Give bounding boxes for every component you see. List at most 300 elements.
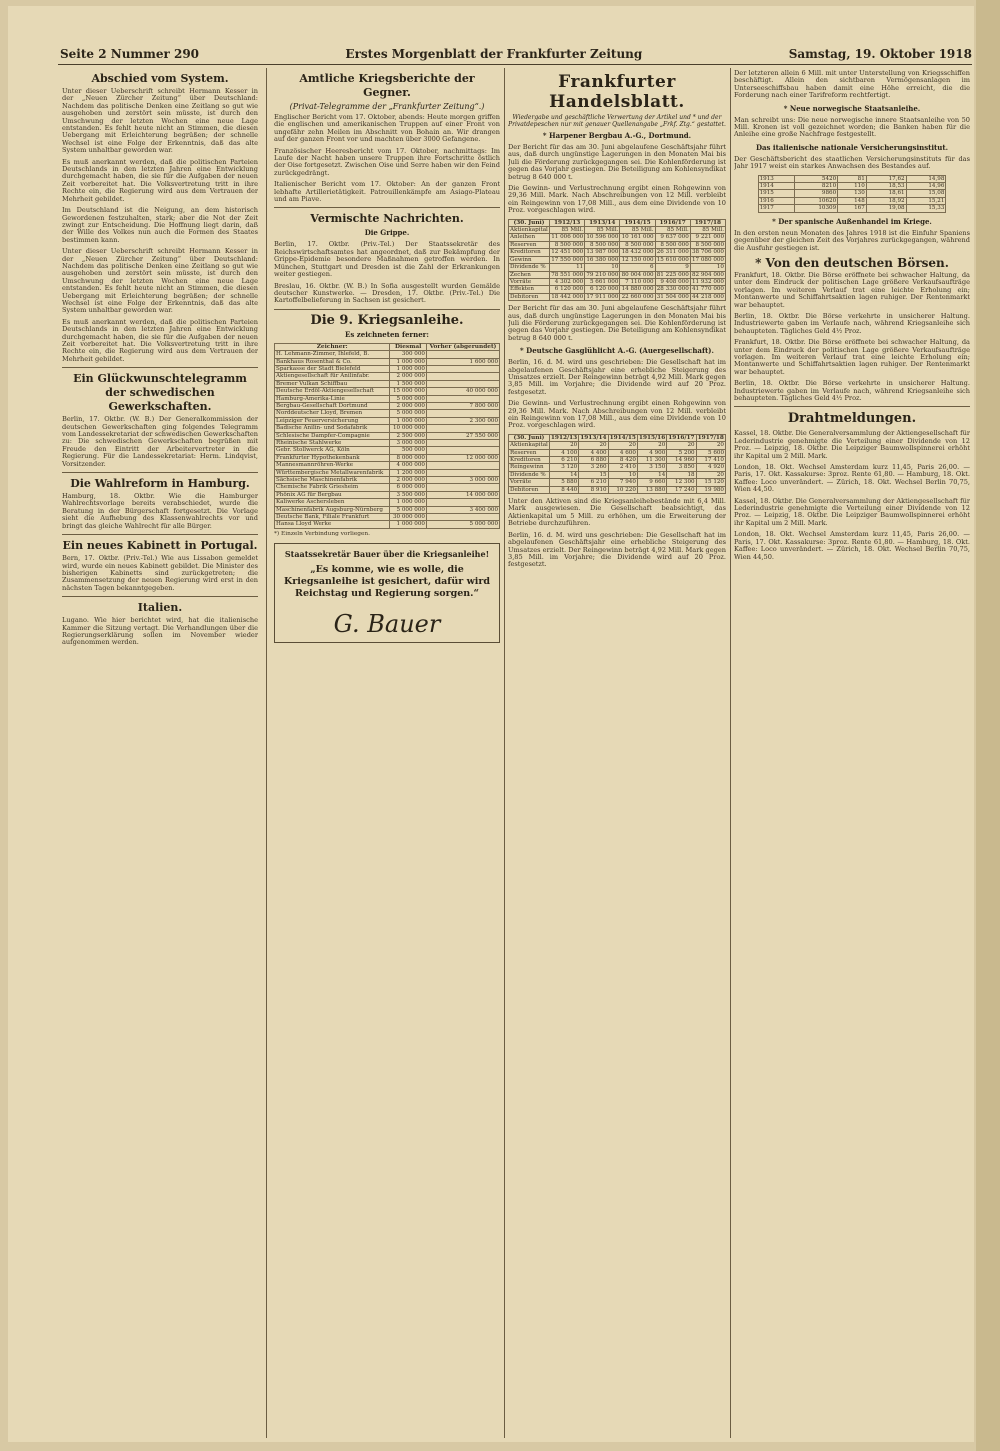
table-row <box>275 440 500 447</box>
balance-table-harpener <box>508 219 726 301</box>
table-cell <box>426 462 499 469</box>
table-cell: 3 400 000 <box>426 506 499 513</box>
table-cell: 26 311 000 <box>656 249 689 256</box>
table-cell: 4 900 <box>637 449 666 456</box>
table-cell: Deutsche Erdöl-Aktiengesellschaft <box>275 388 390 395</box>
table-cell: 7 800 000 <box>426 402 499 409</box>
table-cell: 30 000 000 <box>390 514 427 521</box>
table-cell: 27 550 000 <box>426 432 499 439</box>
table-cell: 1 000 000 <box>390 499 427 506</box>
table-row <box>275 395 500 402</box>
table-cell: 1 600 000 <box>426 358 499 365</box>
table-cell: 4 920 <box>696 464 725 471</box>
table-cell: 5 661 000 <box>585 278 620 285</box>
table-cell: 11 300 <box>637 457 666 464</box>
table-cell: 6 <box>620 264 655 271</box>
table-row <box>275 514 500 521</box>
table-cell: 85 Mill. <box>585 227 620 234</box>
table-cell: 8 500 000 <box>550 241 585 248</box>
table-cell: 18 432 000 <box>621 249 654 256</box>
table-cell <box>426 410 499 417</box>
table-row <box>509 278 726 285</box>
table-row <box>275 506 500 513</box>
column-header: 1917/18 <box>697 434 724 441</box>
table-cell: 41 770 000 <box>691 286 724 293</box>
article-text: Breslau, 16. Oktbr. (W. B.) In Sofia ausgestellt wurden Gemälde deutscher Kunstwerke. — Dresden, 17. Oktbr. (Priv.-Tel.) Die Kartoffelbelieferung in Sachsen ist gesichert. <box>274 281 500 305</box>
table-cell: 44 218 000 <box>691 293 724 300</box>
table-cell: 15 610 000 <box>656 256 689 263</box>
table-cell: 5 600 <box>696 449 725 456</box>
table-cell: 14 <box>637 471 666 478</box>
table-row <box>275 454 500 461</box>
article-text: Unter dieser Ueberschrift schreibt Hermann Kesser in der „Neuen Zürcher Zeitung“ über Deutschland: Nachdem das politische Denken eine Zeitlang so gut wie ausgehoben und zerstört sein müsste, ist durch den Umschwung der letzten Wochen eine neue Lage entstanden. Es fehlt heute nicht an Stimmen, die diesen Uebergang mit Erleichterung begrüßen; der schnelle Wechsel ist eine Folge der Erkenntnis, daß das alte System unhaltbar geworden war. <box>62 87 258 155</box>
table-cell: 80 004 000 <box>621 271 654 278</box>
table-cell: 10 <box>585 264 620 271</box>
table-cell: 20 <box>696 471 725 478</box>
table-cell: 14,96 <box>906 183 946 190</box>
table-cell: 9 637 000 <box>655 234 690 241</box>
table-cell: 7 110 000 <box>620 278 655 285</box>
table-row <box>509 234 726 241</box>
table-cell: 9 660 <box>637 479 666 486</box>
column-4 <box>734 70 970 1440</box>
column-header: 1915/16 <box>638 434 666 441</box>
table-cell: 10 000 000 <box>390 425 427 432</box>
column-header: (30. Juni) <box>509 434 550 441</box>
article-text: Der Bericht für das am 30. Juni abgelaufene Geschäftsjahr führt aus, daß durch ungünstige Lagerungen in den Monaten Mai bis Juli die Förderung zurückgegangen sei. Die Kohlenförderung ist gegen das Vorjahr gestiegen. Die Beteiligung am Kohlensyndikat betrug 8 640 000 t. <box>508 304 726 342</box>
article-text: Die Gewinn- und Verlustrechnung ergibt einen Rohgewinn von 29,36 Mill. Mark. Nach Abschreibungen von 12 Mill. verbleibt ein Reingewinn von 17,08 Mill., aus dem eine Dividende von 10 Proz. vorgeschlagen wird. <box>508 399 726 430</box>
table-cell: 6 120 000 <box>550 286 585 293</box>
table-cell: 13 880 <box>637 486 666 493</box>
article-text: Im Deutschland ist die Neigung, an dem historisch Gewordenen festzuhalten, stark; aber die Not der Zeit zwingt zur Entscheidung. Die Hoffnung liegt darin, daß der Wille des Volkes nun auch die Formen des Staates bestimmen kann. <box>62 206 258 244</box>
table-cell: Debitoren <box>509 293 550 300</box>
table-cell <box>426 380 499 387</box>
table-cell: Badische Anilin- und Sodafabrik <box>275 425 390 432</box>
table-row <box>275 417 500 424</box>
table-cell: 20 <box>608 442 637 449</box>
table-cell: 15 120 <box>696 479 725 486</box>
quote-heading: Staatssekretär Bauer über die Kriegsanleihe! <box>284 549 490 560</box>
table-cell: 85 Mill. <box>550 227 585 234</box>
table-cell: H. Lehmann-Zimmer, Ihlefeld, B. <box>275 351 390 358</box>
table-cell: 22 660 000 <box>621 293 654 300</box>
table-cell: 5 000 000 <box>390 506 427 513</box>
table-cell: Mannesmannröhren-Werke <box>275 462 390 469</box>
table-cell <box>426 484 499 491</box>
table-cell: Bankhaus Rosenthal & Co. <box>275 358 390 365</box>
table-cell: 1 000 000 <box>390 417 427 424</box>
table-cell <box>426 514 499 521</box>
table-cell: 3 150 <box>637 464 666 471</box>
table-cell: 3 500 000 <box>390 491 427 498</box>
table-cell: 9 408 000 <box>655 278 690 285</box>
table-cell: Chemische Fabrik Griesheim <box>275 484 390 491</box>
separator <box>62 596 258 597</box>
article-text: Frankfurt, 18. Oktbr. Die Börse eröffnete bei schwacher Haltung, da unter dem Eindruck der politischen Lage größere Verkaufsaufträge vorlagen. Im weiteren Verlauf trat eine leichte Erholung ein; Montanwerte und Schiffahrtsaktien lagen ruhiger. Der Rentenmarkt war behauptet. <box>734 270 970 309</box>
table-row <box>275 521 500 528</box>
table-cell: 6 210 <box>579 479 608 486</box>
table-row <box>509 264 726 271</box>
table-cell: 4 000 000 <box>390 462 427 469</box>
table-cell: 19 980 <box>696 486 725 493</box>
table-cell: Effekten <box>509 286 550 293</box>
table-row <box>509 442 726 449</box>
table-cell: 8 440 <box>549 486 578 493</box>
table-row <box>275 380 500 387</box>
table-row <box>275 447 500 454</box>
table-row <box>758 183 946 190</box>
table-cell: 17 550 000 <box>551 256 584 263</box>
table-cell: 8210 <box>794 183 838 190</box>
table-cell: 6 210 <box>549 457 578 464</box>
table-cell: 110 <box>838 183 867 190</box>
column-header: 1914/15 <box>609 434 636 441</box>
table-row <box>275 462 500 469</box>
article-text: Unter den Aktiven sind die Kriegsanleihebestände mit 6,4 Mill. Mark ausgewiesen. Die Gesellschaft beabsichtigt, das Aktienkapital um 5 Mill. zu erhöhen, um die Erweiterung der Betriebe durchzuführen. <box>508 497 726 528</box>
separator <box>734 406 970 407</box>
table-row <box>275 410 500 417</box>
table-cell: 500 000 <box>390 447 427 454</box>
separator <box>274 309 500 310</box>
table-row <box>275 388 500 395</box>
table-cell: 11 006 000 <box>551 234 584 241</box>
table-row <box>275 402 500 409</box>
table-cell: 3 850 <box>667 464 696 471</box>
table-cell: 12 000 000 <box>426 454 499 461</box>
table-cell: 85 Mill. <box>620 227 655 234</box>
table-cell: 8 500 000 <box>690 241 725 248</box>
table-row <box>275 425 500 432</box>
article-title: Italien. <box>137 601 183 615</box>
table-cell: Phönix AG für Bergbau <box>275 491 390 498</box>
table-cell: Kreditoren <box>509 457 550 464</box>
table-cell: 3 000 000 <box>390 440 427 447</box>
table-cell: 15,08 <box>906 190 946 197</box>
table-cell: Aktienkapital <box>510 442 548 449</box>
table-cell: 18,61 <box>866 190 906 197</box>
table-cell: 1 500 000 <box>390 380 427 387</box>
masthead <box>60 44 972 64</box>
article-text: Berlin, 18. Oktbr. Die Börse verkehrte in unsicherer Haltung. Industriewerte gaben im Verlaufe nach, während Kriegsanleihe sich behaupteten. Tägliches Geld 4½ Proz. <box>734 311 970 335</box>
table-cell: Leipziger Feuerversicherung <box>275 417 390 424</box>
table-cell: 38 706 000 <box>691 249 724 256</box>
table-cell: 14 <box>549 471 578 478</box>
table-cell: 20 <box>549 442 578 449</box>
table-row <box>509 256 726 263</box>
table-row <box>509 249 726 256</box>
table-cell: 79 210 000 <box>586 271 619 278</box>
table-cell: 10 <box>608 471 637 478</box>
column-header: 1914/15 <box>620 219 655 226</box>
table-cell: 5 000 000 <box>390 395 427 402</box>
table-row <box>509 449 726 456</box>
table-cell: Württembergische Metallwarenfabrik <box>275 469 390 476</box>
column-header: 1913/14 <box>580 434 607 441</box>
table-cell: 10 <box>690 264 725 271</box>
table-cell: Hamburg-Amerika-Linie <box>275 395 390 402</box>
table-cell: 5 000 000 <box>426 521 499 528</box>
table-row <box>275 351 500 358</box>
table-row <box>758 190 946 197</box>
table-cell: 8 500 000 <box>655 241 690 248</box>
table-cell: Sächsische Maschinenfabrik <box>275 477 390 484</box>
table-cell <box>426 425 499 432</box>
table-cell <box>426 365 499 372</box>
table-cell: 6 880 <box>579 457 608 464</box>
quote-box <box>274 543 500 643</box>
table-cell: Aktiengesellschaft für Anilinfabr. <box>275 373 390 380</box>
table-cell: Bremer Vulkan Schiffbau <box>275 380 390 387</box>
table-cell: 15 000 000 <box>390 388 427 395</box>
item-heading: * Harpener Bergbau A.-G., Dortmund. <box>542 131 692 140</box>
table-cell: Reserven <box>509 241 550 248</box>
table-row <box>509 241 726 248</box>
table-cell: 10620 <box>794 197 838 204</box>
table-cell: 17 410 <box>696 457 725 464</box>
table-cell: 20 <box>667 442 696 449</box>
table-row <box>509 464 726 471</box>
table-row <box>758 205 946 212</box>
column-header: Zeichner: <box>275 343 390 350</box>
item-heading: Das italienische nationale Versicherungsinstitut. <box>755 142 949 152</box>
section-title: Frankfurter Handelsblatt. <box>549 72 685 112</box>
table-cell: 14,98 <box>906 175 946 182</box>
table-cell: Zechen <box>509 271 550 278</box>
article-title: Die 9. Kriegsanleihe. <box>310 312 464 328</box>
table-row <box>275 484 500 491</box>
table-cell <box>426 373 499 380</box>
table-cell: 31 504 000 <box>656 293 689 300</box>
table-cell: 12 451 000 <box>551 249 584 256</box>
signature: G. Bauer <box>333 610 441 639</box>
column-divider <box>504 68 505 1438</box>
table-cell: 9 221 000 <box>690 234 725 241</box>
table-cell: 40 000 000 <box>426 388 499 395</box>
table-cell: 8 910 <box>579 486 608 493</box>
table-row <box>275 432 500 439</box>
table-row <box>275 499 500 506</box>
table-cell: 5 880 <box>549 479 578 486</box>
table-cell: 2 410 <box>608 464 637 471</box>
table-cell: 15,33 <box>906 205 946 212</box>
column-2 <box>274 70 500 1410</box>
table-cell: Maschinenfabrik Augsburg-Nürnberg <box>275 506 390 513</box>
article-text: Kassel, 18. Oktbr. Die Generalversammlung der Aktiengesellschaft für Lederindustrie genehmigte die Verteilung einer Dividende von 12 Proz. — Leipzig, 18. Oktbr. Die Leipziger Baumwollspinnerei erhöht ihr Kapital um 2 Mill. Mark. <box>734 429 970 460</box>
table-cell: 12 150 000 <box>621 256 654 263</box>
table-cell <box>426 447 499 454</box>
table-cell: Vorräte <box>509 479 550 486</box>
table-row <box>758 197 946 204</box>
table-cell: 8 420 <box>608 457 637 464</box>
table-cell: 3 120 <box>549 464 578 471</box>
table-cell: 20 <box>637 442 666 449</box>
table-cell: 18,53 <box>866 183 906 190</box>
article-subtitle: Es zeichneten ferner: <box>345 329 429 339</box>
column-header: 1913/14 <box>585 219 620 226</box>
table-cell: 82 904 000 <box>691 271 724 278</box>
table-cell: Sparkasse der Stadt Bielefeld <box>275 365 390 372</box>
column-divider <box>730 68 731 1438</box>
section-title: Drahtmeldungen. <box>787 411 917 427</box>
table-cell: 18,92 <box>866 197 906 204</box>
article-title: Abschied vom System. <box>91 72 229 85</box>
issue-date: Samstag, 19. Oktober 1918 <box>788 47 972 61</box>
article-text: Berlin, 17. Oktbr. (W. B.) Der Generalkommission der deutschen Gewerkschaften ging folgendes Telegramm vom Landessekretariat der schwedischen Gewerkschaften zu: Die schwedischen Gewerkschaften begrüßen mit Freude den Eintritt der Arbeitervertreter in die Regierung. Für die Landessekretariat: Herm. Lindqvist, Vorsitzender. <box>62 415 258 468</box>
table-cell: 81 225 000 <box>656 271 689 278</box>
table-row <box>509 286 726 293</box>
table-cell: Hansa Lloyd Werke <box>275 521 390 528</box>
table-cell: 15 <box>579 471 608 478</box>
table-cell: 17 080 000 <box>691 256 724 263</box>
article-text: Die Gewinn- und Verlustrechnung ergibt einen Rohgewinn von 29,36 Mill. Mark. Nach Abschreibungen von 12 Mill. verbleibt ein Reingewinn von 17,08 Mill., aus dem eine Dividende von 10 Proz. vorgeschlagen wird. <box>508 184 726 215</box>
table-cell: Dividende % <box>509 264 550 271</box>
article-text: Italienischer Bericht vom 17. Oktober: An der ganzen Front lebhafte Artillerietätigkeit. Patrouillenkämpfe am Asiago-Plateau und am Piave. <box>274 180 500 204</box>
article-text: Der Geschäftsbericht des staatlichen Versicherungsinstituts für das Jahr 1917 weist ein starkes Anwachsen des Bestandes auf. <box>734 154 970 171</box>
table-cell: 4 100 <box>549 449 578 456</box>
table-cell: 1 000 000 <box>390 521 427 528</box>
table-cell: 3 260 <box>579 464 608 471</box>
table-cell: Norddeutscher Lloyd, Bremen <box>275 410 390 417</box>
table-cell: 17 240 <box>667 486 696 493</box>
article-text: Bern, 17. Oktbr. (Priv.-Tel.) Wie aus Lissabon gemeldet wird, wurde ein neues Kabinett gebildet. Die Minister des bisherigen Kabinetts sind zurückgetreten; die Zusammensetzung der neuen Regierung wird erst in den nächsten Tagen bekanntgegeben. <box>62 554 258 592</box>
table-cell: 28 330 000 <box>656 286 689 293</box>
table-row <box>509 457 726 464</box>
table-row <box>509 471 726 478</box>
table-cell: 4 400 <box>579 449 608 456</box>
item-heading: * Neue norwegische Staatsanleihe. <box>783 103 921 113</box>
table-cell: 20 <box>579 442 608 449</box>
article-text: Unter dieser Ueberschrift schreibt Hermann Kesser in der „Neuen Zürcher Zeitung“ über Deutschland: Nachdem das politische Denken eine Zeitlang so gut wie ausgehoben und zerstört sein müsste, ist durch den Umschwung der letzten Wochen eine neue Lage entstanden. Es fehlt heute nicht an Stimmen, die diesen Uebergang mit Erleichterung begrüßen; der schnelle Wechsel ist eine Folge der Erkenntnis, daß das alte System unhaltbar geworden war. <box>62 247 258 315</box>
article-text: Der letzteren allein 6 Mill. mit unter Unterstellung von Kriegsschiffen beschäftigt. Allein den sichtbaren Vermögensanlagen im Unterseeschiffsbau haben damit eine Höhe erreicht, die die Forderung nach einer Tarifreform rechtfertigt. <box>734 70 970 100</box>
table-cell: 12 300 <box>667 479 696 486</box>
table-cell: 81 <box>838 175 867 182</box>
table-cell: 10309 <box>794 205 838 212</box>
table-cell: 20 <box>696 442 725 449</box>
table-cell: 14 000 000 <box>426 491 499 498</box>
article-text: Frankfurt, 18. Oktbr. Die Börse eröffnete bei schwacher Haltung, da unter dem Eindruck der politischen Lage größere Verkaufsaufträge vorlagen. Im weiteren Verlauf trat eine leichte Erholung ein; Montanwerte und Schiffahrtsaktien lagen ruhiger. Der Rentenmarkt war behauptet. <box>734 338 970 376</box>
separator <box>62 534 258 535</box>
table-cell: 18 <box>667 471 696 478</box>
article-text: London, 18. Okt. Wechsel Amsterdam kurz 11,45, Paris 26,00. — Paris, 17. Okt. Kassakurse: 3proz. Rente 61,80. — Hamburg, 18. Okt. Kaffee: Loco unverändert. — Zürich, 18. Okt. Wechsel Berlin 70,75, Wien 44,50. <box>734 463 970 494</box>
table-row <box>509 227 726 234</box>
table-cell: 17,62 <box>866 175 906 182</box>
table-cell: 1 000 000 <box>390 358 427 365</box>
table-cell: Gebr. Stollwerck AG, Köln <box>275 447 390 454</box>
table-cell: 130 <box>838 190 867 197</box>
table-row <box>758 175 946 182</box>
article-text: Kassel, 18. Oktbr. Die Generalversammlung der Aktiengesellschaft für Lederindustrie genehmigte die Verteilung einer Dividende von 12 Proz. — Leipzig, 18. Oktbr. Die Leipziger Baumwollspinnerei erhöht ihr Kapital um 2 Mill. Mark. <box>734 496 970 527</box>
insurance-table <box>758 175 947 213</box>
table-cell: 78 551 000 <box>551 271 584 278</box>
table-cell: 8 000 000 <box>390 454 427 461</box>
table-row <box>509 486 726 493</box>
table-cell: Kreditoren <box>509 249 550 256</box>
table-cell: Aktienkapital <box>510 227 548 234</box>
column-header: 1912/13 <box>550 434 578 441</box>
column-1 <box>62 70 258 1450</box>
column-header: 1916/17 <box>668 434 695 441</box>
article-text: Berlin, 18. Oktbr. Die Börse verkehrte in unsicherer Haltung. Industriewerte gaben im Verlaufe nach, während Kriegsanleihe sich behaupteten. Tägliches Geld 4½ Proz. <box>734 379 970 402</box>
page-edge <box>976 0 1000 1451</box>
table-cell: 1917 <box>758 205 794 212</box>
column-3 <box>508 70 726 1440</box>
table-cell: Gewinn <box>509 256 550 263</box>
table-cell: Reingewinn <box>509 464 550 471</box>
table-cell: 167 <box>838 205 867 212</box>
table-cell: 7 940 <box>608 479 637 486</box>
table-cell: 11 <box>550 264 585 271</box>
table-cell <box>426 395 499 402</box>
table-row <box>275 358 500 365</box>
table-cell: 10 596 000 <box>586 234 619 241</box>
article-subtitle: Die Grippe. <box>364 228 410 238</box>
table-cell: 2 000 000 <box>390 477 427 484</box>
table-cell: 4 600 <box>608 449 637 456</box>
table-cell: 1915 <box>758 190 794 197</box>
section-title: * Von den deutschen Börsen. <box>755 255 949 270</box>
separator <box>274 207 500 208</box>
table-cell: 9860 <box>794 190 838 197</box>
table-cell: 5 200 <box>667 449 696 456</box>
table-cell: 6 000 000 <box>390 484 427 491</box>
table-cell: 85 Mill. <box>655 227 690 234</box>
page-number: Seite 2 Nummer 290 <box>60 47 200 61</box>
column-header: (30. Juni) <box>509 219 550 226</box>
article-text: Lugano. Wie hier berichtet wird, hat die italienische Kammer die Sitzung vertagt. Die Verhandlungen über die Regierungserklärung sollen im November wieder aufgenommen werden. <box>62 616 258 647</box>
table-cell: 3 000 000 <box>426 477 499 484</box>
article-title: Ein Glückwunschtelegramm der schwedischen Gewerkschaften. <box>73 372 247 414</box>
article-text: In den ersten neun Monaten des Jahres 1918 ist die Einfuhr Spaniens gegenüber der gleichen Zeit des Vorjahres zurückgegangen, während die Ausfuhr gestiegen ist. <box>734 228 970 252</box>
separator <box>62 367 258 368</box>
article-title: Amtliche Kriegsberichte der Gegner. <box>299 72 475 99</box>
table-cell: 9 <box>655 264 690 271</box>
table-cell: Vorräte <box>509 278 550 285</box>
table-cell: Kaliwerke Aschersleben <box>275 499 390 506</box>
table-cell: 17 911 000 <box>586 293 619 300</box>
article-title: Ein neues Kabinett in Portugal. <box>62 539 258 553</box>
article-text: Es muß anerkannt werden, daß die politischen Parteien Deutschlands in den letzten Jahren eine Entwicklung durchgemacht haben, die sie für die Aufgaben der neuen Zeit vorbereitet hat. Die Volksvertretung tritt in ihre Rechte ein, die Regierung wird aus dem Vertrauen der Mehrheit gebildet. <box>62 157 258 203</box>
table-cell: Rheinische Stahlwerke <box>275 440 390 447</box>
table-cell: 1914 <box>758 183 794 190</box>
article-text: Man schreibt uns: Die neue norwegische innere Staatsanleihe von 50 Mill. Kronen ist voll gezeichnet worden; die Banken haben für die Anleihe eine große Nachfrage festgestellt. <box>734 115 970 139</box>
masthead-rule <box>58 64 972 65</box>
table-row <box>509 479 726 486</box>
table-cell: 16 380 000 <box>586 256 619 263</box>
quote-text: „Es komme, wie es wolle, die Kriegsanleihe ist gesichert, dafür wird Reichstag und Regierung sorgen.“ <box>283 564 491 600</box>
table-cell <box>426 499 499 506</box>
table-cell: 19,08 <box>866 205 906 212</box>
item-heading: * Der spanische Außenhandel im Kriege. <box>772 216 932 226</box>
article-text: Berlin, 17. Oktbr. (Priv.-Tel.) Der Staatssekretär des Reichswirtschaftsamtes hat angeordnet, daß zur Bekämpfung der Grippe-Epidemie besondere Maßnahmen getroffen werden. In München, Stuttgart und Dresden ist die Zahl der Erkrankungen weiter gestiegen. <box>274 240 500 279</box>
table-cell: 11 932 000 <box>691 278 724 285</box>
table-cell: 15,21 <box>906 197 946 204</box>
column-header: 1912/13 <box>550 219 585 226</box>
table-cell: Deutsche Bank, Filiale Frankfurt <box>275 514 390 521</box>
column-header: 1916/17 <box>655 219 690 226</box>
article-text: Der Bericht für das am 30. Juni abgelaufene Geschäftsjahr führt aus, daß durch ungünstige Lagerungen in den Monaten Mai bis Juli die Förderung zurückgegangen sei. Die Kohlenförderung ist gegen das Vorjahr gestiegen. Die Beteiligung am Kohlensyndikat betrug 8 640 000 t. <box>508 143 726 181</box>
table-cell: 5420 <box>794 175 838 182</box>
column-header: 1917/18 <box>690 219 725 226</box>
article-text: Hamburg, 18. Oktbr. Wie die Hamburger Wahlrechtsvorlage bereits verabschiedet, wurde die Beratung in der Bürgerschaft fortgesetzt. Die Vorlage sieht die Aufhebung des Klassenwahlrechts vor und bringt das gleiche Wahlrecht für alle Bürger. <box>62 492 258 530</box>
table-row <box>275 373 500 380</box>
table-cell <box>426 440 499 447</box>
table-row <box>275 477 500 484</box>
table-cell: Frankfurter Hypothekenbank <box>275 454 390 461</box>
article-text: London, 18. Okt. Wechsel Amsterdam kurz 11,45, Paris 26,00. — Paris, 17. Okt. Kassakurse: 3proz. Rente 61,80. — Hamburg, 18. Okt. Kaffee: Loco unverändert. — Zürich, 18. Okt. Wechsel Berlin 70,75, Wien 44,50. <box>734 530 970 561</box>
column-header: Diesmal <box>390 343 427 350</box>
article-subtitle: (Privat-Telegramme der „Frankfurter Zeitung“.) <box>289 102 485 111</box>
article-text: Berlin, 16. d. M. wird uns geschrieben: Die Gesellschaft hat im abgelaufenen Geschäftsjahr eine erhebliche Steigerung des Umsatzes erzielt. Der Reingewinn beträgt 4,92 Mill. Mark gegen 3,85 Mill. im Vorjahre; die Dividende wird auf 20 Proz. festgesetzt. <box>508 358 726 396</box>
